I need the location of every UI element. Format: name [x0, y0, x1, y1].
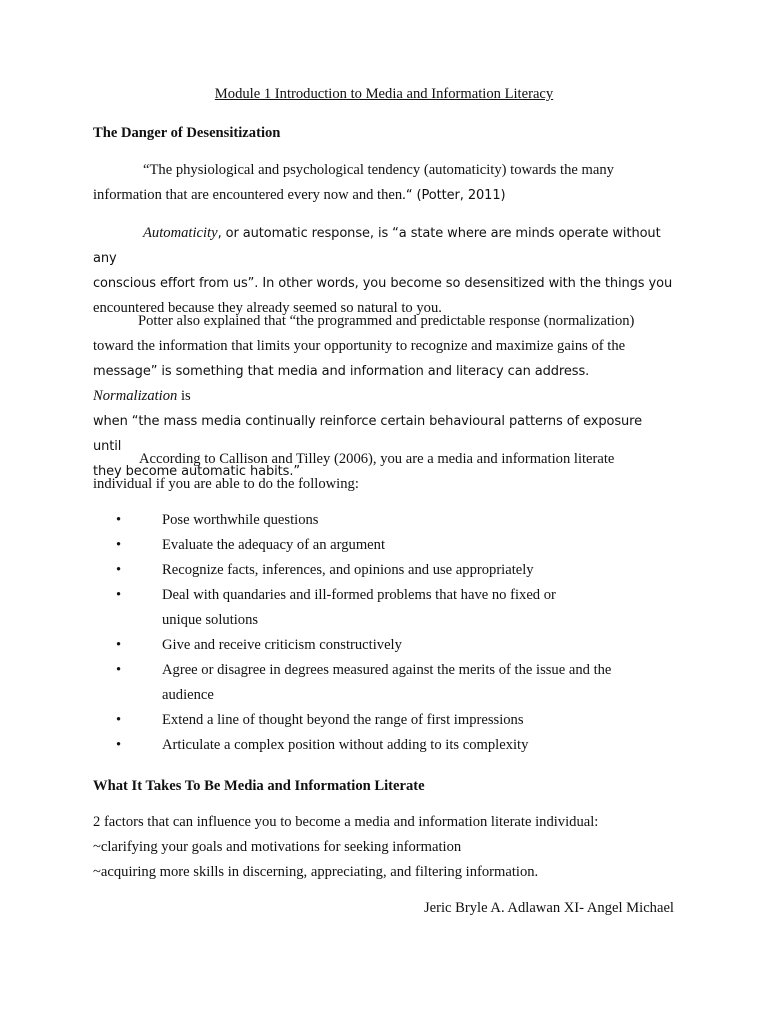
bullet-icon: •	[116, 587, 122, 603]
skills-bullet-list	[93, 508, 673, 758]
bullet-icon: •	[116, 562, 122, 578]
section-heading-what-it-takes: What It Takes To Be Media and Information Literate	[93, 778, 425, 794]
list-item: • Articulate a complex position without adding to its complexity	[93, 733, 673, 758]
list-item: • Give and receive criticism constructively	[93, 633, 673, 658]
bullet-icon: •	[116, 637, 122, 653]
paragraph-callison-tilley: According to Callison and Tilley (2006), you are a media and information literate individual if you are able to do the following:	[93, 451, 615, 492]
list-item: • Extend a line of thought beyond the range of first impressions	[93, 708, 673, 733]
list-item: • Deal with quandaries and ill-formed problems that have no fixed or unique solutions	[93, 583, 673, 633]
list-item: • Evaluate the adequacy of an argument	[93, 533, 673, 558]
bullet-icon: •	[116, 662, 122, 678]
paragraph-potter-quote: “The physiological and psychological tendency (automaticity) towards the many information that are encountered every now and then.“ (Potter, 2011)	[93, 162, 614, 203]
list-item: • Recognize facts, inferences, and opinions and use appropriately	[93, 558, 673, 583]
paragraph-normalization: Potter also explained that “the programmed and predictable response (normalization) toward the information that limits your opportunity to recognize and maximize gains of the message” is something that media and information and literacy can address. Normalization is when “the mass media continually reinforce certain behavioural patterns of exposure until they become automatic habits.”	[93, 313, 643, 479]
list-item: • Agree or disagree in degrees measured against the merits of the issue and the audience	[93, 658, 673, 708]
paragraph-two-factors: 2 factors that can influence you to become a media and information literate individual: ~clarifying your goals and motivations for seeking information ~acquiring more skills in discerning, appreciating, and filtering information.	[93, 814, 599, 880]
page-title: Module 1 Introduction to Media and Information Literacy	[214, 86, 554, 102]
section-heading-desensitization: The Danger of Desensitization	[93, 125, 281, 141]
bullet-icon: •	[116, 512, 122, 528]
bullet-icon: •	[116, 537, 122, 553]
list-item: • Pose worthwhile questions	[93, 508, 673, 533]
author-signature: Jeric Bryle A. Adlawan XI- Angel Michael	[423, 900, 674, 916]
bullet-icon: •	[116, 712, 122, 728]
paragraph-automaticity: Automaticity, or automatic response, is “a state where are minds operate without any conscious effort from us”. In other words, you become so desensitized with the things you encountered because they already seemed so natural to you.	[93, 225, 673, 316]
bullet-icon: •	[116, 737, 122, 753]
